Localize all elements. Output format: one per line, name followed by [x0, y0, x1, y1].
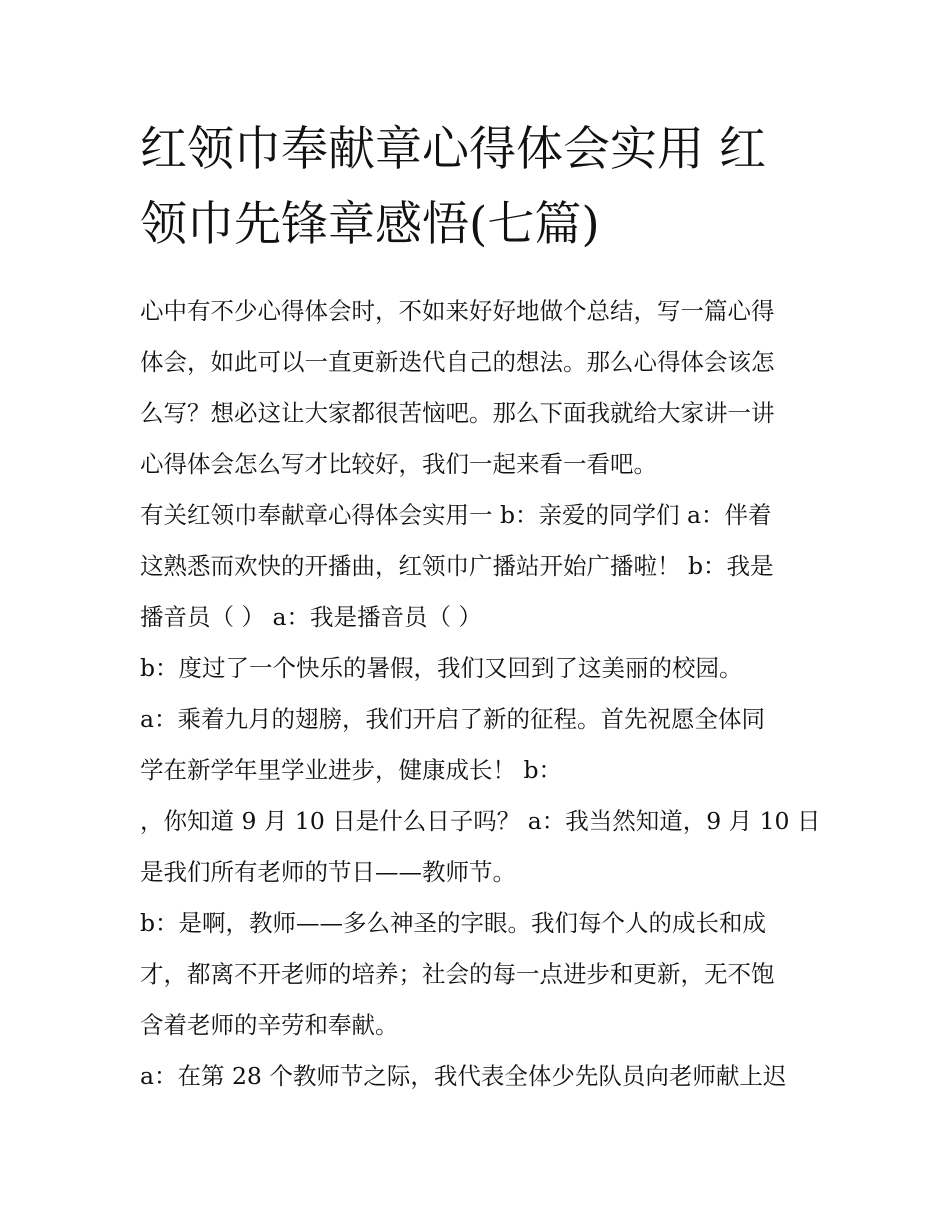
text-line: 播音员（ ） a：我是播音员（ ） [140, 603, 482, 631]
body-paragraph [140, 1051, 812, 1102]
text-line: a：乘着九月的翅膀，我们开启了新的征程。首先祝愿全体同 [140, 705, 766, 733]
text-line: 心得体会怎么写才比较好，我们一起来看一看吧。 [140, 450, 657, 478]
text-line: ，你知道 9 月 10 日是什么日子吗？ a：我当然知道，9 月 10 日 [140, 807, 821, 835]
text-line: b：度过了一个快乐的暑假，我们又回到了这美丽的校园。 [140, 654, 743, 682]
text-line: 是我们所有老师的节日——教师节。 [140, 858, 516, 886]
document-title [140, 112, 812, 262]
title-line: 领巾先锋章感悟(七篇) [140, 197, 600, 252]
body-paragraph [140, 643, 812, 694]
text-line: 这熟悉而欢快的开播曲，红领巾广播站开始广播啦！ b：我是 [140, 552, 774, 580]
body-paragraph [140, 490, 812, 643]
text-line: a：在第 28 个教师节之际，我代表全体少先队员向老师献上迟 [140, 1062, 787, 1090]
text-line: b：是啊，教师——多么神圣的字眼。我们每个人的成长和成 [140, 909, 767, 937]
title-line: 红领巾奉献章心得体会实用 红 [140, 122, 766, 177]
text-line: 学在新学年里学业进步，健康成长！ b： [140, 756, 563, 784]
text-line: 有关红领巾奉献章心得体会实用一 b：亲爱的同学们 a：伴着 [140, 501, 772, 529]
document-page [140, 112, 821, 1102]
text-line: 么写？想必这让大家都很苦恼吧。那么下面我就给大家讲一讲 [140, 399, 775, 427]
text-line: 心中有不少心得体会时，不如来好好地做个总结，写一篇心得 [140, 297, 775, 325]
body-paragraph [140, 898, 812, 1051]
body-paragraph [140, 796, 821, 898]
document-body [140, 286, 821, 1102]
intro-paragraph [140, 286, 812, 490]
text-line: 才，都离不开老师的培养；社会的每一点进步和更新，无不饱 [140, 960, 775, 988]
text-line: 含着老师的辛劳和奉献。 [140, 1011, 399, 1039]
body-paragraph [140, 694, 812, 796]
text-line: 体会，如此可以一直更新迭代自己的想法。那么心得体会该怎 [140, 348, 775, 376]
